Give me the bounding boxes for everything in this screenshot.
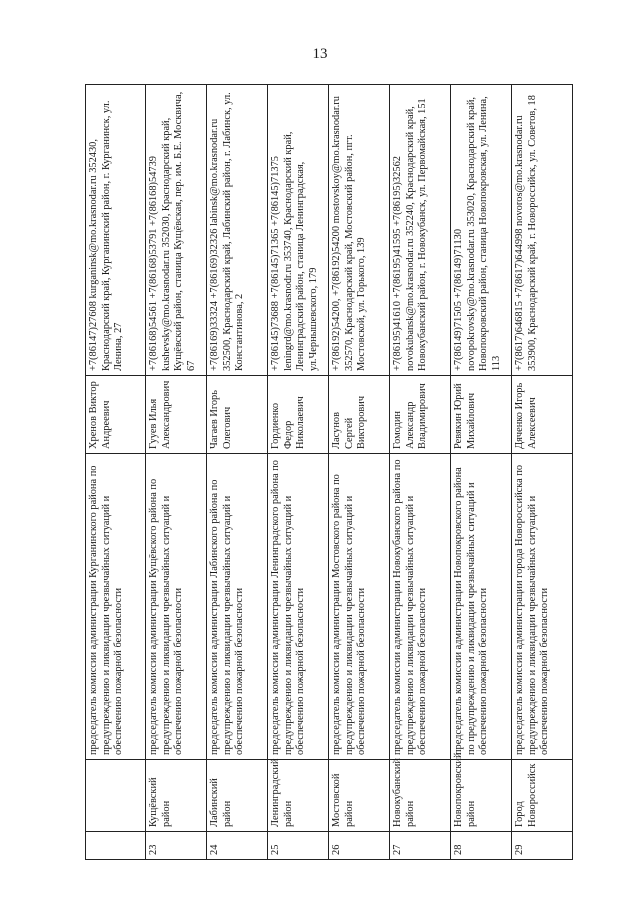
contact-details: +7(86147)27608 kurganinsk@mo.krasnodar.ru 352430, Краснодарский край, Курганинский район, г. Курганинск, ул. Ленина, 27: [86, 85, 146, 376]
chairman-name: Ласунов Сергей Викторович: [329, 376, 390, 454]
contact-details: +7(86169)33324 +7(86169)32326 labinsk@mo.krasnodar.ru 352500, Краснодарский край, Лабинский район, г. Лабинск, ул. Константинова, 2: [207, 85, 268, 376]
row-number: 29: [512, 832, 573, 860]
chairman-name: Дяченко Игорь Алексеевич: [512, 376, 573, 454]
contacts-table: [85, 84, 573, 860]
row-number: 24: [207, 832, 268, 860]
page-number: 13: [312, 46, 328, 62]
chairman-name: Ревякин Юрий Михайлович: [451, 376, 512, 454]
row-number: 25: [268, 832, 329, 860]
commission-position: председатель комиссии администрации Мостовского района по предупреждению и ликвидации чрезвычайных ситуаций и обеспечению пожарной безопасности: [329, 454, 390, 760]
contact-details: +7(86145)73688 +7(86145)71365 +7(86145)71375 leningrd@mo.krasnodr.ru 353740, Краснодарский край, Ленинградский район, станица Ленинградская, ул.Чернышевского, 179: [268, 85, 329, 376]
row-number: 28: [451, 832, 512, 860]
row-number: 27: [390, 832, 451, 860]
contact-details: +7(8617)646815 +7(8617)644998 novoros@mo.krasnodar.ru 353900, Краснодарский край, г. Новороссийск, ул. Советов, 18: [512, 85, 573, 376]
contact-details: +7(86195)41610 +7(86195)41595 +7(86195)32562 novokubansk@mo.krasnodar.ru 352240, Краснодарский край, Новокубанский район, г. Новокубанск, ул. Первомайская, 151: [390, 85, 451, 376]
row-number: 26: [329, 832, 390, 860]
row-number: [86, 832, 146, 860]
district-name: Лабинский район: [207, 760, 268, 832]
commission-position: председатель комиссии администрации Кущёвского района по предупреждению и ликвидации чрезвычайных ситуаций и обеспечению пожарной безопасности: [146, 454, 207, 760]
table-row: [207, 85, 268, 860]
chairman-name: Гомодин Александр Владимирович: [390, 376, 451, 454]
commission-position: председатель комиссии администрации Ленинградского района по предупреждению и ликвидации чрезвычайных ситуаций и обеспечению пожарной безопасности: [268, 454, 329, 760]
row-number: 23: [146, 832, 207, 860]
district-name: Город Новороссийск: [512, 760, 573, 832]
chairman-name: Гууев Илья Александрович: [146, 376, 207, 454]
rotated-table-sheet: [85, 85, 565, 860]
commission-position: председатель комиссии администрации Лабинского района по предупреждению и ликвидации чрезвычайных ситуаций и обеспечению пожарной безопасности: [207, 454, 268, 760]
district-name: Мостовской район: [329, 760, 390, 832]
chairman-name: Чагаев Игорь Олегович: [207, 376, 268, 454]
district-name: Кущёвский район: [146, 760, 207, 832]
table-row: [451, 85, 512, 860]
contact-details: +7(86168)54561 +7(86168)53791 +7(86168)54739 kushevsky@mo.krasnodar.ru 352030, Краснодарский край, Кущёвский район, станица Кущёвская, пер. им. Б.Е. Москвича, 67: [146, 85, 207, 376]
district-name: [86, 760, 146, 832]
contact-details: +7(86192)54200, +7(86192)54200 mostovskoy@mo.krasnodar.ru 352570, Краснодарский край, Мостовский район, пгт. Мостовской, ул. Горького, 139: [329, 85, 390, 376]
contact-details: +7(86149)71505 +7(86149)71130 novopokrovsky@mo.krasnodar.ru 353020, Краснодарский край, Новопокровский район, станица Новопокровская, ул. Ленина, 113: [451, 85, 512, 376]
district-name: Новокубанский район: [390, 760, 451, 832]
district-name: Ленинградский район: [268, 760, 329, 832]
table-row: [146, 85, 207, 860]
chairman-name: Хренов Виктор Андреевич: [86, 376, 146, 454]
table-row: [512, 85, 573, 860]
district-name: Новопокровский район: [451, 760, 512, 832]
commission-position: председатель комиссии администрации города Новороссийска по предупреждению и ликвидации чрезвычайных ситуаций и обеспечению пожарной безопасности: [512, 454, 573, 760]
table-row: [268, 85, 329, 860]
commission-position: председатель комиссии администрации Новопокровского района по предупреждению и ликвидации чрезвычайных ситуаций и обеспечению пожарной безопасности: [451, 454, 512, 760]
table-row: [86, 85, 146, 860]
commission-position: председатель комиссии администрации Новокубанского района по предупреждению и ликвидации чрезвычайных ситуаций и обеспечению пожарной безопасности: [390, 454, 451, 760]
chairman-name: Гордиенко Федор Николаевич: [268, 376, 329, 454]
commission-position: председатель комиссии администрации Курганинского района по предупреждению и ликвидации чрезвычайных ситуаций и обеспечению пожарной безопасности: [86, 454, 146, 760]
table-row: [329, 85, 390, 860]
table-row: [390, 85, 451, 860]
